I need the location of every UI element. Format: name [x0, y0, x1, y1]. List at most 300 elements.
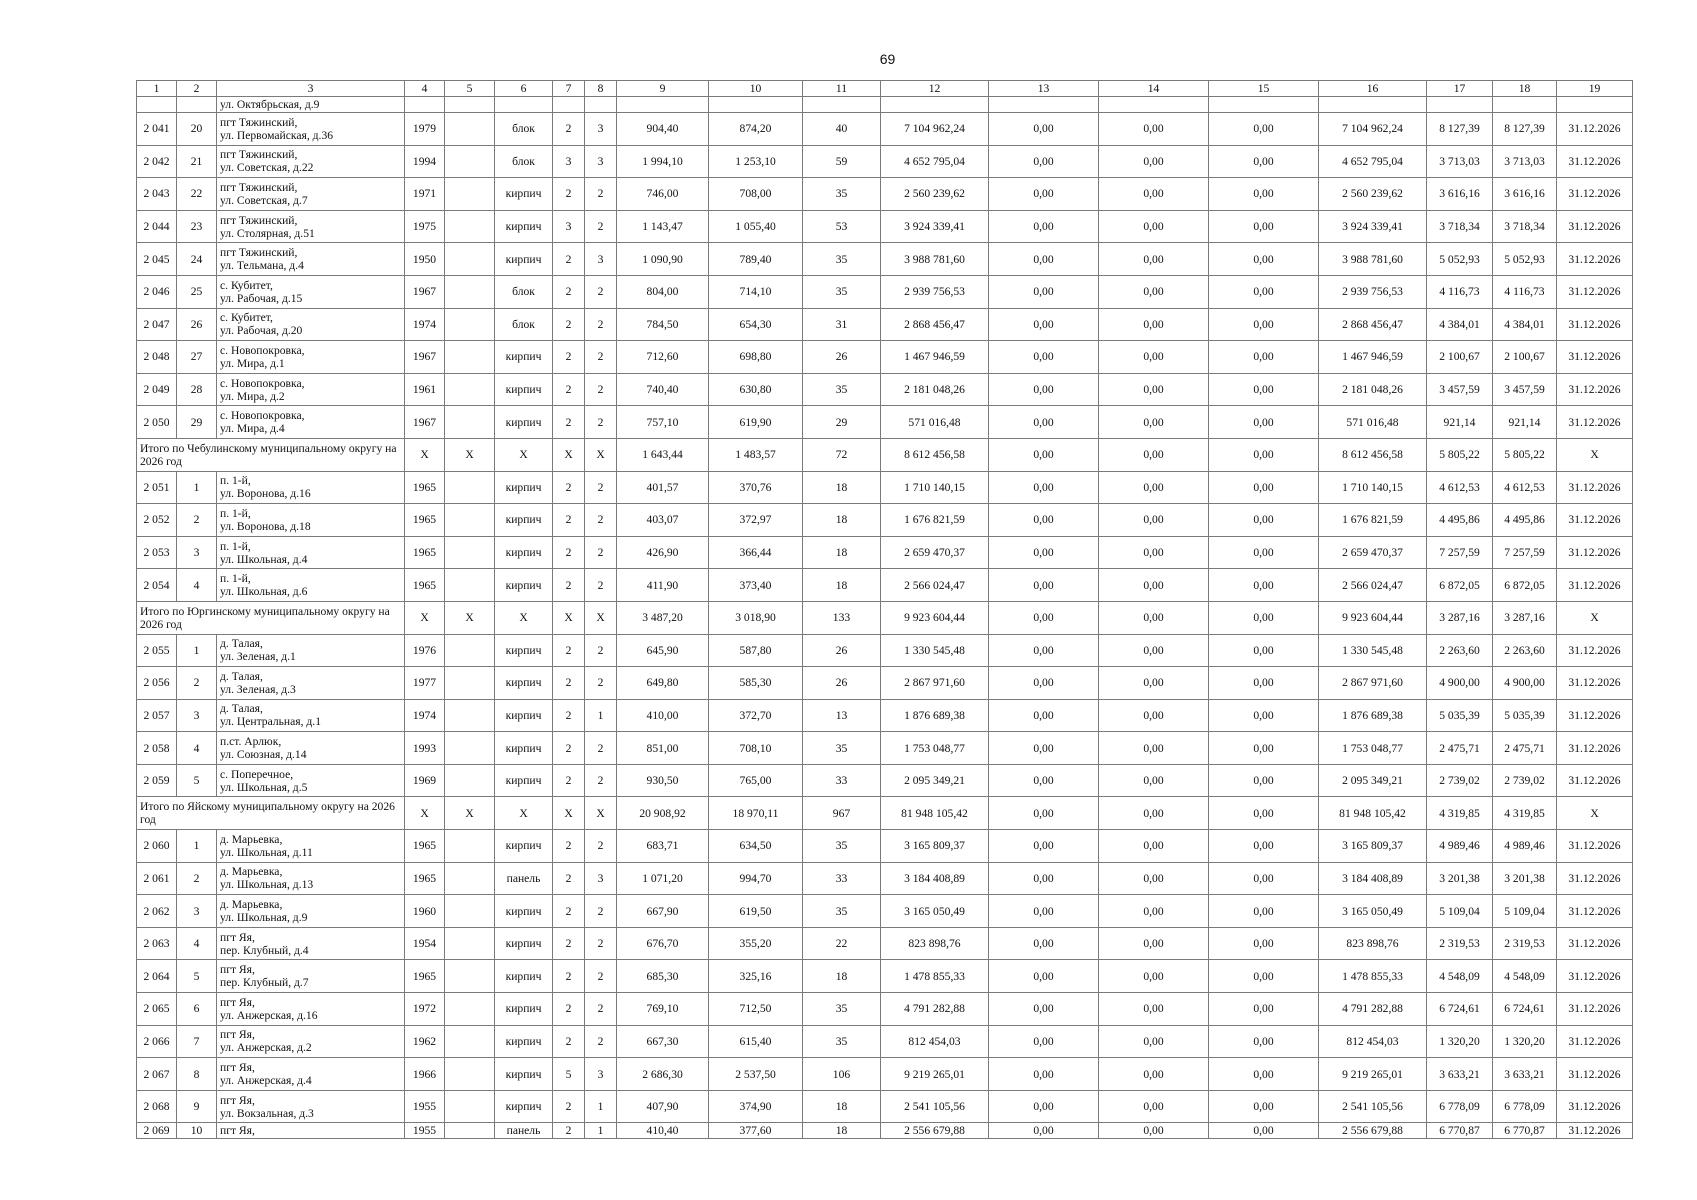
cell-col-8: 2 — [585, 1025, 617, 1058]
cell-col-18: 3 616,16 — [1493, 178, 1557, 211]
cell-col-18: 4 384,01 — [1493, 308, 1557, 341]
cell-col-18: 3 201,38 — [1493, 862, 1557, 895]
cell-col-14: 0,00 — [1099, 1025, 1209, 1058]
cell-col-17: 3 201,38 — [1427, 862, 1493, 895]
cell-col-8: 2 — [585, 536, 617, 569]
cell-col-10: 2 537,50 — [709, 1058, 803, 1091]
cell-col-14: 0,00 — [1099, 536, 1209, 569]
column-header-4: 4 — [405, 81, 445, 97]
cell-col-5 — [445, 927, 495, 960]
sub-number-cell: 29 — [177, 406, 217, 439]
cell-col-12: 4 791 282,88 — [881, 993, 989, 1026]
cell-col-14: 0,00 — [1099, 471, 1209, 504]
cell-col-11: 33 — [803, 862, 881, 895]
cell-col-9 — [617, 97, 709, 113]
cell-col-15: 0,00 — [1209, 797, 1319, 830]
cell-col-11: 18 — [803, 504, 881, 537]
row-number-cell: 2 047 — [137, 308, 177, 341]
cell-col-6: кирпич — [495, 634, 553, 667]
table-row — [137, 178, 1633, 211]
cell-col-4: 1965 — [405, 536, 445, 569]
cell-col-8: 2 — [585, 210, 617, 243]
cell-col-13: 0,00 — [989, 1058, 1099, 1091]
address-cell — [217, 536, 405, 569]
cell-col-17: 4 989,46 — [1427, 830, 1493, 863]
cell-col-13: 0,00 — [989, 895, 1099, 928]
cell-col-13: 0,00 — [989, 373, 1099, 406]
cell-col-12: 1 676 821,59 — [881, 504, 989, 537]
sub-number-cell: 2 — [177, 667, 217, 700]
cell-col-4: 1971 — [405, 178, 445, 211]
cell-col-11: 18 — [803, 569, 881, 602]
cell-col-18 — [1493, 97, 1557, 113]
cell-col-13: 0,00 — [989, 145, 1099, 178]
column-header-18: 18 — [1493, 81, 1557, 97]
table-row — [137, 699, 1633, 732]
cell-col-6: кирпич — [495, 830, 553, 863]
cell-col-19: 31.12.2026 — [1557, 569, 1633, 602]
cell-col-19: 31.12.2026 — [1557, 862, 1633, 895]
cell-col-6: кирпич — [495, 960, 553, 993]
cell-col-12: 3 184 408,89 — [881, 862, 989, 895]
cell-col-14: 0,00 — [1099, 275, 1209, 308]
cell-col-19: 31.12.2026 — [1557, 243, 1633, 276]
cell-col-16: 3 165 050,49 — [1319, 895, 1427, 928]
sub-number-cell: 4 — [177, 732, 217, 765]
address-settlement: пгт Яя, — [220, 930, 255, 944]
sub-number-cell: 24 — [177, 243, 217, 276]
cell-col-6: кирпич — [495, 993, 553, 1026]
cell-col-14: 0,00 — [1099, 699, 1209, 732]
cell-col-19: 31.12.2026 — [1557, 1090, 1633, 1123]
cell-col-14: 0,00 — [1099, 438, 1209, 471]
cell-col-9: 740,40 — [617, 373, 709, 406]
cell-col-17: 6 724,61 — [1427, 993, 1493, 1026]
cell-col-14: 0,00 — [1099, 210, 1209, 243]
address-settlement: пгт Тяжинский, — [220, 180, 298, 194]
cell-col-16: 2 868 456,47 — [1319, 308, 1427, 341]
cell-col-18: 921,14 — [1493, 406, 1557, 439]
cell-col-12: 812 454,03 — [881, 1025, 989, 1058]
cell-col-4: 1994 — [405, 145, 445, 178]
cell-col-13: 0,00 — [989, 1090, 1099, 1123]
cell-col-8: 2 — [585, 960, 617, 993]
cell-col-19: 31.12.2026 — [1557, 210, 1633, 243]
cell-col-15: 0,00 — [1209, 569, 1319, 602]
table-row — [137, 243, 1633, 276]
cell-col-18: 2 739,02 — [1493, 764, 1557, 797]
table-row — [137, 862, 1633, 895]
cell-col-16: 2 560 239,62 — [1319, 178, 1427, 211]
cell-col-12: 2 867 971,60 — [881, 667, 989, 700]
row-number-cell: 2 052 — [137, 504, 177, 537]
row-number-cell: 2 049 — [137, 373, 177, 406]
cell-col-9: 1 643,44 — [617, 438, 709, 471]
cell-col-18: 7 257,59 — [1493, 536, 1557, 569]
address-settlement: пгт Тяжинский, — [220, 115, 298, 129]
cell-col-10: 370,76 — [709, 471, 803, 504]
cell-col-19: 31.12.2026 — [1557, 895, 1633, 928]
address-street: ул. Зеленая, д.1 — [220, 650, 296, 664]
cell-col-18: 3 633,21 — [1493, 1058, 1557, 1091]
address-cell — [217, 308, 405, 341]
cell-col-12: 7 104 962,24 — [881, 113, 989, 146]
column-header-11: 11 — [803, 81, 881, 97]
cell-col-18: 2 100,67 — [1493, 341, 1557, 374]
cell-col-16: 2 541 105,56 — [1319, 1090, 1427, 1123]
address-settlement: д. Талая, — [220, 702, 263, 716]
cell-col-11: 33 — [803, 764, 881, 797]
cell-col-4: 1965 — [405, 960, 445, 993]
cell-col-13: 0,00 — [989, 1025, 1099, 1058]
cell-col-8: 1 — [585, 699, 617, 732]
cell-col-19: 31.12.2026 — [1557, 308, 1633, 341]
cell-col-17 — [1427, 97, 1493, 113]
cell-col-4: 1955 — [405, 1090, 445, 1123]
cell-col-9: 411,90 — [617, 569, 709, 602]
cell-col-8: 3 — [585, 243, 617, 276]
cell-col-15: 0,00 — [1209, 830, 1319, 863]
cell-col-7: 2 — [553, 308, 585, 341]
cell-col-6: кирпич — [495, 210, 553, 243]
cell-col-10: 373,40 — [709, 569, 803, 602]
cell-col-10: 698,80 — [709, 341, 803, 374]
sub-number-cell: 21 — [177, 145, 217, 178]
cell-col-11: 18 — [803, 1090, 881, 1123]
cell-col-15: 0,00 — [1209, 145, 1319, 178]
cell-col-11: 35 — [803, 373, 881, 406]
cell-col-10: 377,60 — [709, 1123, 803, 1139]
cell-col-11: 72 — [803, 438, 881, 471]
housing-register-table — [136, 80, 1633, 1139]
row-number-cell: 2 057 — [137, 699, 177, 732]
table-row — [137, 1025, 1633, 1058]
cell-col-12: 571 016,48 — [881, 406, 989, 439]
cell-col-4: 1979 — [405, 113, 445, 146]
cell-col-4: 1960 — [405, 895, 445, 928]
cell-col-5 — [445, 275, 495, 308]
column-header-15: 15 — [1209, 81, 1319, 97]
cell-col-14: 0,00 — [1099, 569, 1209, 602]
address-street: ул. Советская, д.22 — [220, 161, 314, 175]
cell-col-18: 2 475,71 — [1493, 732, 1557, 765]
address-settlement: п. 1-й, — [220, 539, 251, 553]
cell-col-11: 106 — [803, 1058, 881, 1091]
cell-col-5 — [445, 993, 495, 1026]
cell-col-11: 22 — [803, 927, 881, 960]
cell-col-8: 2 — [585, 308, 617, 341]
cell-col-4: 1965 — [405, 504, 445, 537]
cell-col-18: 4 495,86 — [1493, 504, 1557, 537]
row-number-cell: 2 044 — [137, 210, 177, 243]
cell-col-13: 0,00 — [989, 601, 1099, 634]
cell-col-6 — [495, 97, 553, 113]
row-number-cell: 2 065 — [137, 993, 177, 1026]
cell-col-17: 921,14 — [1427, 406, 1493, 439]
cell-col-6: кирпич — [495, 504, 553, 537]
cell-col-9: 683,71 — [617, 830, 709, 863]
cell-col-13: 0,00 — [989, 797, 1099, 830]
cell-col-17: 1 320,20 — [1427, 1025, 1493, 1058]
cell-col-2 — [177, 97, 217, 113]
cell-col-7: X — [553, 438, 585, 471]
cell-col-18: 4 319,85 — [1493, 797, 1557, 830]
cell-col-10: 874,20 — [709, 113, 803, 146]
cell-col-13: 0,00 — [989, 667, 1099, 700]
cell-col-16: 8 612 456,58 — [1319, 438, 1427, 471]
address-cell — [217, 699, 405, 732]
cell-col-8: 2 — [585, 895, 617, 928]
cell-col-8: 1 — [585, 1090, 617, 1123]
cell-col-19: 31.12.2026 — [1557, 1058, 1633, 1091]
address-street: ул. Школьная, д.6 — [220, 585, 308, 599]
sub-number-cell: 4 — [177, 927, 217, 960]
cell-col-18: 3 457,59 — [1493, 373, 1557, 406]
cell-col-7: 2 — [553, 1090, 585, 1123]
cell-col-14: 0,00 — [1099, 667, 1209, 700]
cell-col-5 — [445, 504, 495, 537]
cell-col-8: 2 — [585, 504, 617, 537]
cell-col-4: 1976 — [405, 634, 445, 667]
sub-number-cell: 23 — [177, 210, 217, 243]
cell-col-14: 0,00 — [1099, 732, 1209, 765]
cell-col-15: 0,00 — [1209, 634, 1319, 667]
cell-col-10: 712,50 — [709, 993, 803, 1026]
cell-col-12: 1 467 946,59 — [881, 341, 989, 374]
sub-number-cell: 8 — [177, 1058, 217, 1091]
sub-number-cell: 9 — [177, 1090, 217, 1123]
cell-col-15: 0,00 — [1209, 667, 1319, 700]
cell-col-17: 2 263,60 — [1427, 634, 1493, 667]
cell-col-15: 0,00 — [1209, 178, 1319, 211]
cell-col-10 — [709, 97, 803, 113]
cell-col-9: 403,07 — [617, 504, 709, 537]
row-number-cell: 2 050 — [137, 406, 177, 439]
cell-col-10: 765,00 — [709, 764, 803, 797]
cell-col-10: 654,30 — [709, 308, 803, 341]
address-settlement: с. Поперечное, — [220, 767, 294, 781]
cell-col-6: X — [495, 601, 553, 634]
sub-number-cell: 6 — [177, 993, 217, 1026]
cell-col-13 — [989, 97, 1099, 113]
row-number-cell: 2 043 — [137, 178, 177, 211]
cell-col-4: X — [405, 601, 445, 634]
cell-col-5 — [445, 569, 495, 602]
address-settlement: с. Новопокровка, — [220, 376, 305, 390]
cell-col-7: 2 — [553, 243, 585, 276]
cell-col-19: 31.12.2026 — [1557, 406, 1633, 439]
cell-col-19: 31.12.2026 — [1557, 764, 1633, 797]
cell-col-7: 2 — [553, 960, 585, 993]
cell-col-9: 757,10 — [617, 406, 709, 439]
address-cell — [217, 895, 405, 928]
cell-col-15: 0,00 — [1209, 341, 1319, 374]
cell-col-13: 0,00 — [989, 438, 1099, 471]
address-street: ул. Воронова, д.16 — [220, 487, 311, 501]
cell-col-13: 0,00 — [989, 536, 1099, 569]
cell-col-19: 31.12.2026 — [1557, 993, 1633, 1026]
cell-col-13: 0,00 — [989, 634, 1099, 667]
address-street: пер. Клубный, д.4 — [220, 943, 309, 957]
cell-col-18: 6 778,09 — [1493, 1090, 1557, 1123]
cell-col-4: 1967 — [405, 341, 445, 374]
cell-col-5 — [445, 341, 495, 374]
cell-col-9: 426,90 — [617, 536, 709, 569]
cell-col-9: 20 908,92 — [617, 797, 709, 830]
cell-col-17: 3 718,34 — [1427, 210, 1493, 243]
cell-col-15: 0,00 — [1209, 732, 1319, 765]
cell-col-7: 2 — [553, 471, 585, 504]
cell-col-10: 355,20 — [709, 927, 803, 960]
cell-col-16: 1 467 946,59 — [1319, 341, 1427, 374]
address-cell — [217, 993, 405, 1026]
cell-col-6: кирпич — [495, 406, 553, 439]
sub-number-cell: 5 — [177, 960, 217, 993]
cell-col-13: 0,00 — [989, 308, 1099, 341]
cell-col-10: 1 483,57 — [709, 438, 803, 471]
cell-col-12: 2 659 470,37 — [881, 536, 989, 569]
cell-col-5 — [445, 1058, 495, 1091]
address-cell — [217, 862, 405, 895]
cell-col-14: 0,00 — [1099, 960, 1209, 993]
address-street: ул. Тельмана, д.4 — [220, 259, 304, 273]
cell-col-16: 2 181 048,26 — [1319, 373, 1427, 406]
cell-col-17: 2 739,02 — [1427, 764, 1493, 797]
address-street: пер. Клубный, д.7 — [220, 976, 309, 990]
address-settlement: п. 1-й, — [220, 572, 251, 586]
cell-col-18: 5 052,93 — [1493, 243, 1557, 276]
cell-col-10: 708,00 — [709, 178, 803, 211]
row-number-cell: 2 045 — [137, 243, 177, 276]
cell-col-15: 0,00 — [1209, 275, 1319, 308]
cell-col-17: 4 548,09 — [1427, 960, 1493, 993]
row-number-cell: 2 060 — [137, 830, 177, 863]
cell-col-10: 1 253,10 — [709, 145, 803, 178]
cell-col-16: 1 753 048,77 — [1319, 732, 1427, 765]
address-cell — [217, 960, 405, 993]
cell-col-12: 1 330 545,48 — [881, 634, 989, 667]
cell-col-12: 4 652 795,04 — [881, 145, 989, 178]
address-street: ул. Вокзальная, д.3 — [220, 1106, 314, 1120]
address-cell — [217, 504, 405, 537]
cell-col-15: 0,00 — [1209, 536, 1319, 569]
cell-col-18: 6 872,05 — [1493, 569, 1557, 602]
subtotal-row — [137, 601, 1633, 634]
cell-col-7: 2 — [553, 504, 585, 537]
cell-col-16: 3 988 781,60 — [1319, 243, 1427, 276]
cell-col-4: 1962 — [405, 1025, 445, 1058]
cell-col-13: 0,00 — [989, 178, 1099, 211]
cell-col-5 — [445, 732, 495, 765]
cell-col-9: 804,00 — [617, 275, 709, 308]
cell-col-4: 1967 — [405, 275, 445, 308]
cell-col-13: 0,00 — [989, 210, 1099, 243]
cell-col-14 — [1099, 97, 1209, 113]
cell-col-7: 3 — [553, 210, 585, 243]
cell-col-8: 2 — [585, 373, 617, 406]
cell-col-9: 3 487,20 — [617, 601, 709, 634]
cell-col-7: 2 — [553, 569, 585, 602]
cell-col-4: 1954 — [405, 927, 445, 960]
cell-col-6: кирпич — [495, 895, 553, 928]
cell-col-5: X — [445, 438, 495, 471]
cell-col-19: 31.12.2026 — [1557, 634, 1633, 667]
table-row — [137, 764, 1633, 797]
sub-number-cell: 1 — [177, 830, 217, 863]
cell-col-6: блок — [495, 145, 553, 178]
table-row — [137, 1090, 1633, 1123]
cell-col-6: кирпич — [495, 764, 553, 797]
table-row — [137, 471, 1633, 504]
sub-number-cell: 3 — [177, 895, 217, 928]
cell-col-11: 53 — [803, 210, 881, 243]
cell-col-6: кирпич — [495, 341, 553, 374]
cell-col-9: 410,40 — [617, 1123, 709, 1139]
cell-col-14: 0,00 — [1099, 601, 1209, 634]
cell-col-5 — [445, 145, 495, 178]
cell-col-9: 685,30 — [617, 960, 709, 993]
cell-col-18: 8 127,39 — [1493, 113, 1557, 146]
cell-col-19: 31.12.2026 — [1557, 830, 1633, 863]
cell-col-7: 2 — [553, 373, 585, 406]
cell-col-16: 1 876 689,38 — [1319, 699, 1427, 732]
cell-col-4: 1969 — [405, 764, 445, 797]
cell-col-13: 0,00 — [989, 699, 1099, 732]
address-cell — [217, 1058, 405, 1091]
cell-col-5 — [445, 634, 495, 667]
row-number-cell: 2 064 — [137, 960, 177, 993]
cell-col-5 — [445, 1123, 495, 1139]
cell-col-13: 0,00 — [989, 993, 1099, 1026]
table-row — [137, 113, 1633, 146]
address-cell — [217, 275, 405, 308]
cell-col-12: 1 753 048,77 — [881, 732, 989, 765]
address-street: ул. Рабочая, д.15 — [220, 291, 303, 305]
cell-col-8: 3 — [585, 113, 617, 146]
column-header-13: 13 — [989, 81, 1099, 97]
cell-col-17: 3 633,21 — [1427, 1058, 1493, 1091]
cell-col-19: 31.12.2026 — [1557, 960, 1633, 993]
cell-col-10: 634,50 — [709, 830, 803, 863]
table-row — [137, 895, 1633, 928]
cell-col-11: 967 — [803, 797, 881, 830]
cell-col-12: 9 923 604,44 — [881, 601, 989, 634]
cell-col-7: 2 — [553, 699, 585, 732]
sub-number-cell: 7 — [177, 1025, 217, 1058]
cell-col-19: X — [1557, 797, 1633, 830]
cell-col-8: 2 — [585, 569, 617, 602]
cell-col-17: 3 616,16 — [1427, 178, 1493, 211]
sub-number-cell: 2 — [177, 862, 217, 895]
cell-col-12: 8 612 456,58 — [881, 438, 989, 471]
cell-col-15: 0,00 — [1209, 1090, 1319, 1123]
cell-col-13: 0,00 — [989, 243, 1099, 276]
row-number-cell: 2 042 — [137, 145, 177, 178]
cell-col-7: 2 — [553, 113, 585, 146]
cell-col-14: 0,00 — [1099, 145, 1209, 178]
cell-col-9: 1 143,47 — [617, 210, 709, 243]
cell-col-12: 2 556 679,88 — [881, 1123, 989, 1139]
address-settlement: д. Марьевка, — [220, 865, 283, 879]
cell-col-12: 2 868 456,47 — [881, 308, 989, 341]
cell-col-5 — [445, 960, 495, 993]
cell-col-9: 401,57 — [617, 471, 709, 504]
address-settlement: д. Талая, — [220, 669, 263, 683]
cell-col-17: 2 475,71 — [1427, 732, 1493, 765]
cell-col-17: 6 872,05 — [1427, 569, 1493, 602]
row-number-cell: 2 053 — [137, 536, 177, 569]
address-settlement: с. Кубитет, — [220, 311, 273, 325]
